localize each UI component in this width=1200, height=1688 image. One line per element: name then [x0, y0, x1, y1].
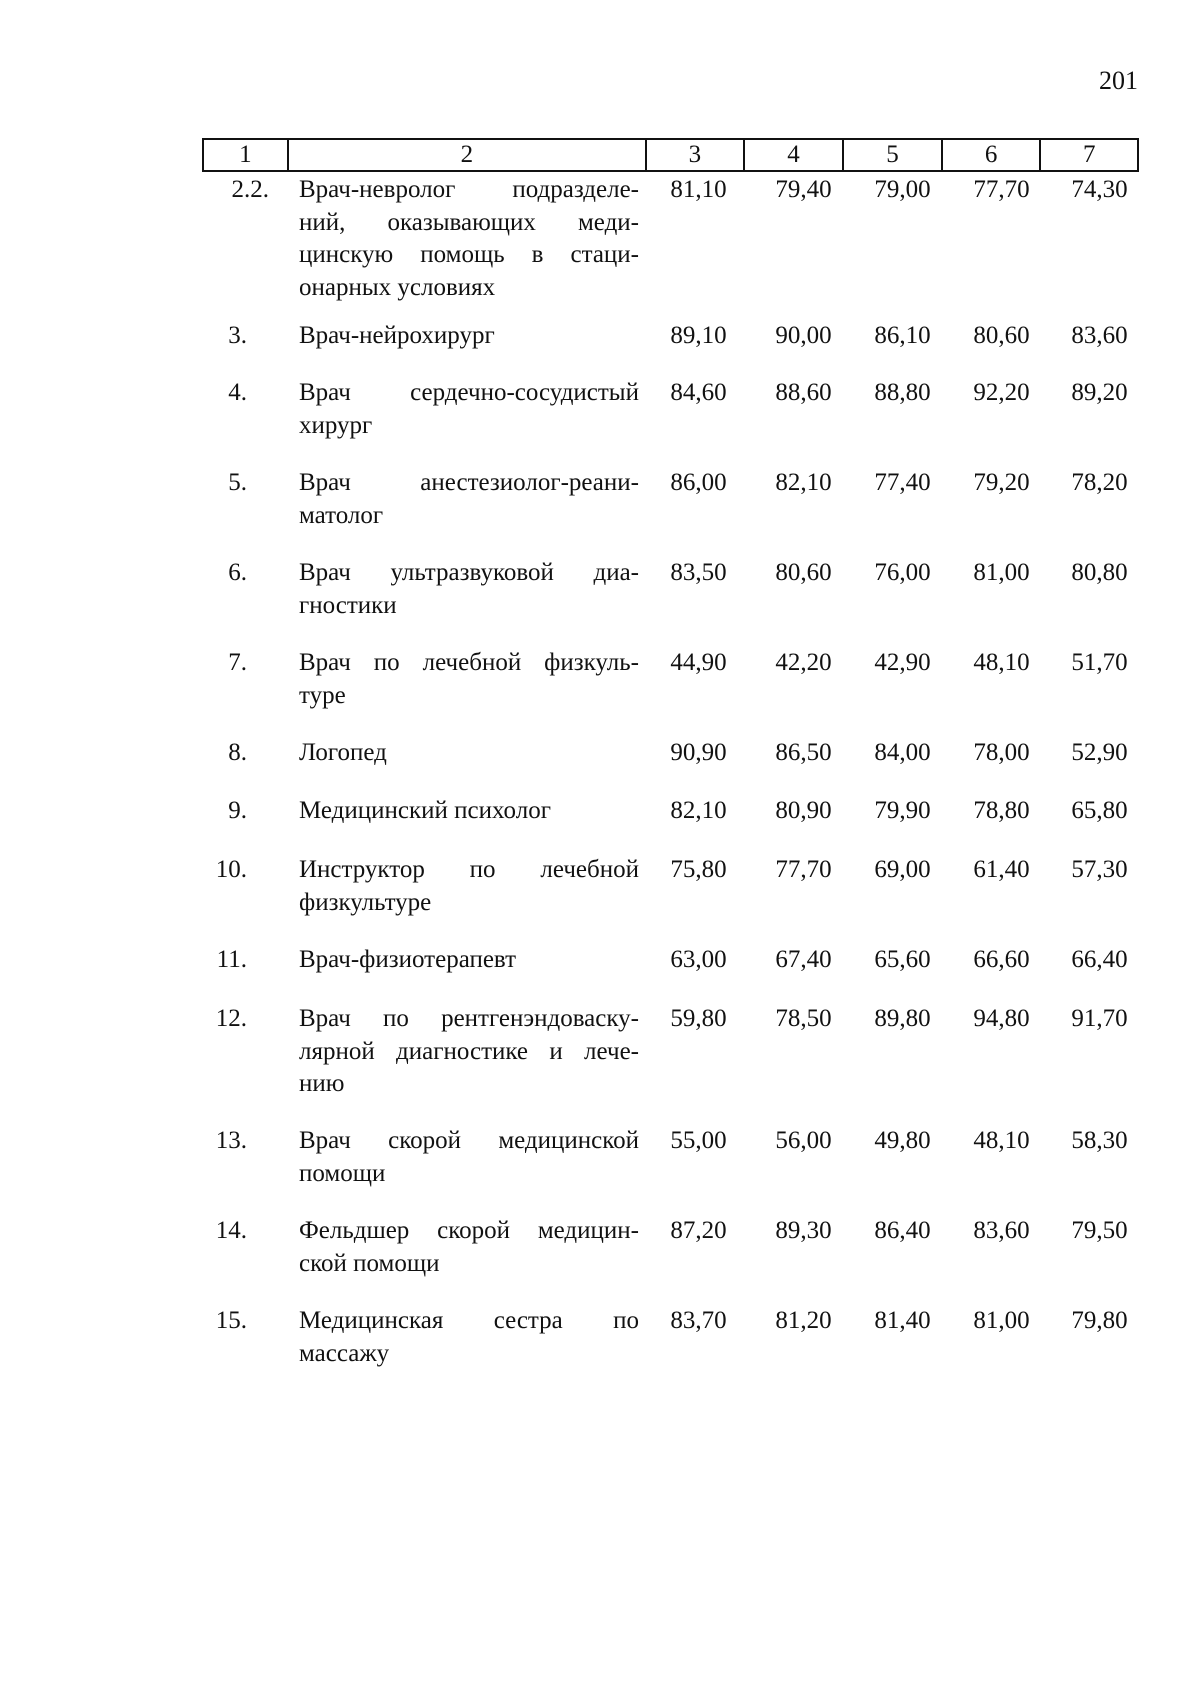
- value-column-7: 89,20: [1071, 379, 1128, 406]
- value-column-6: 77,70: [973, 176, 1030, 203]
- table-row: [202, 854, 1148, 919]
- value-column-6: 81,00: [973, 1307, 1030, 1334]
- table-header: [202, 138, 1139, 172]
- value-column-6: 61,40: [973, 856, 1030, 883]
- row-number: 2.2.: [231, 176, 269, 203]
- page-number: 201: [1099, 66, 1138, 95]
- column-header-6: 6: [943, 140, 1042, 170]
- row-title-line: Врач по лечебной физкуль-: [299, 649, 639, 676]
- value-column-3: 82,10: [670, 797, 727, 824]
- row-number: 10.: [215, 856, 247, 883]
- row-number: 15.: [215, 1307, 247, 1334]
- row-number: 13.: [215, 1127, 247, 1154]
- value-column-7: 79,80: [1071, 1307, 1128, 1334]
- table-row: [202, 1125, 1148, 1190]
- value-column-4: 89,30: [775, 1217, 832, 1244]
- value-column-6: 66,60: [973, 946, 1030, 973]
- row-title: [299, 1215, 639, 1280]
- row-number: 5.: [228, 469, 247, 496]
- value-column-3: 55,00: [670, 1127, 727, 1154]
- row-title-line: Врач ультразвуковой диа-: [299, 559, 639, 586]
- value-column-6: 81,00: [973, 559, 1030, 586]
- table-row: [202, 795, 1148, 828]
- value-column-7: 57,30: [1071, 856, 1128, 883]
- row-title-line: Фельдшер скорой медицин-: [299, 1217, 639, 1244]
- value-column-4: 80,90: [775, 797, 832, 824]
- value-column-5: 65,60: [874, 946, 931, 973]
- value-column-5: 86,10: [874, 322, 931, 349]
- value-column-5: 79,90: [874, 797, 931, 824]
- value-column-7: 83,60: [1071, 322, 1128, 349]
- value-column-3: 89,10: [670, 322, 727, 349]
- table-row: [202, 467, 1148, 532]
- row-title-line: гностики: [299, 591, 397, 619]
- row-title: [299, 320, 639, 353]
- value-column-5: 49,80: [874, 1127, 931, 1154]
- value-column-5: 89,80: [874, 1005, 931, 1032]
- value-column-4: 86,50: [775, 739, 832, 766]
- table-row: [202, 1003, 1148, 1101]
- value-column-5: 76,00: [874, 559, 931, 586]
- value-column-5: 84,00: [874, 739, 931, 766]
- value-column-6: 94,80: [973, 1005, 1030, 1032]
- column-header-4: 4: [745, 140, 845, 170]
- row-title-line: Врач-физиотерапевт: [299, 946, 517, 973]
- value-column-3: 75,80: [670, 856, 727, 883]
- row-title-line: Медицинский психолог: [299, 797, 551, 824]
- row-number: 11.: [216, 946, 247, 973]
- value-column-3: 90,90: [670, 739, 727, 766]
- value-column-3: 83,50: [670, 559, 727, 586]
- value-column-7: 52,90: [1071, 739, 1128, 766]
- value-column-6: 78,80: [973, 797, 1030, 824]
- value-column-5: 81,40: [874, 1307, 931, 1334]
- value-column-4: 77,70: [775, 856, 832, 883]
- row-title: [299, 1305, 639, 1370]
- value-column-6: 48,10: [973, 649, 1030, 676]
- column-header-7: 7: [1082, 141, 1096, 168]
- value-column-4: 90,00: [775, 322, 832, 349]
- row-number: 9.: [228, 797, 247, 824]
- row-title-line: матолог: [299, 501, 384, 529]
- table-row: [202, 174, 1148, 304]
- value-column-3: 44,90: [670, 649, 727, 676]
- table-row: [202, 377, 1148, 442]
- value-column-3: 86,00: [670, 469, 727, 496]
- value-column-6: 83,60: [973, 1217, 1030, 1244]
- value-column-6: 78,00: [973, 739, 1030, 766]
- value-column-7: 58,30: [1071, 1127, 1128, 1154]
- value-column-7: 78,20: [1071, 469, 1128, 496]
- row-title-line: Медицинская сестра по: [299, 1307, 639, 1334]
- table-row: [202, 1215, 1148, 1280]
- row-title-line: лярной диагностике и лече-: [299, 1037, 639, 1065]
- row-title: [299, 557, 639, 622]
- value-column-3: 87,20: [670, 1217, 727, 1244]
- row-title: [299, 1003, 639, 1101]
- row-title-line: Врач сердечно-сосудистый: [299, 379, 639, 406]
- row-title: [299, 854, 639, 919]
- row-title: [299, 737, 639, 770]
- value-column-6: 79,20: [973, 469, 1030, 496]
- row-title-line: помощи: [299, 1159, 386, 1187]
- column-header-1: 1: [204, 140, 289, 170]
- value-column-7: 79,50: [1071, 1217, 1128, 1244]
- row-title: [299, 1125, 639, 1190]
- value-column-5: 88,80: [874, 379, 931, 406]
- table-row: [202, 557, 1148, 622]
- value-column-7: 74,30: [1071, 176, 1128, 203]
- row-title: [299, 377, 639, 442]
- table-row: [202, 647, 1148, 712]
- row-title: [299, 174, 639, 304]
- row-title-line: Инструктор по лечебной: [299, 856, 639, 883]
- value-column-3: 59,80: [670, 1005, 727, 1032]
- row-title-line: Врач анестезиолог-реани-: [299, 469, 639, 496]
- row-number: 7.: [228, 649, 247, 676]
- value-column-6: 92,20: [973, 379, 1030, 406]
- row-number: 6.: [228, 559, 247, 586]
- column-header-3: 3: [647, 140, 745, 170]
- row-title: [299, 944, 639, 977]
- row-title-line: нию: [299, 1070, 345, 1097]
- value-column-6: 48,10: [973, 1127, 1030, 1154]
- table-row: [202, 737, 1148, 770]
- row-number: 12.: [215, 1005, 247, 1032]
- table-row: [202, 1305, 1148, 1370]
- row-title-line: физкультуре: [299, 888, 432, 916]
- value-column-3: 63,00: [670, 946, 727, 973]
- table-row: [202, 944, 1148, 977]
- row-title: [299, 647, 639, 712]
- value-column-5: 86,40: [874, 1217, 931, 1244]
- value-column-7: 51,70: [1071, 649, 1128, 676]
- value-column-7: 80,80: [1071, 559, 1128, 586]
- row-title: [299, 467, 639, 532]
- row-title-line: туре: [299, 681, 346, 709]
- row-title-line: Логопед: [299, 739, 387, 766]
- value-column-5: 42,90: [874, 649, 931, 676]
- row-title-line: массажу: [299, 1339, 390, 1367]
- value-column-5: 77,40: [874, 469, 931, 496]
- row-number: 3.: [228, 322, 247, 349]
- value-column-7: 91,70: [1071, 1005, 1128, 1032]
- value-column-4: 88,60: [775, 379, 832, 406]
- row-number: 14.: [215, 1217, 247, 1244]
- value-column-7: 65,80: [1071, 797, 1128, 824]
- row-title-line: Врач по рентгенэндоваску-: [299, 1005, 639, 1032]
- value-column-4: 78,50: [775, 1005, 832, 1032]
- row-title-line: Врач-нейрохирург: [299, 322, 495, 349]
- row-title-line: Врач-невролог подразделе-: [299, 176, 639, 203]
- value-column-4: 79,40: [775, 176, 832, 203]
- row-title-line: Врач скорой медицинской: [299, 1127, 639, 1154]
- row-title-line: цинскую помощь в стаци-: [299, 241, 639, 268]
- value-column-5: 69,00: [874, 856, 931, 883]
- row-title-line: ской помощи: [299, 1249, 440, 1277]
- value-column-3: 81,10: [670, 176, 727, 203]
- row-title-line: хирург: [299, 411, 373, 439]
- value-column-7: 66,40: [1071, 946, 1128, 973]
- row-number: 8.: [228, 739, 247, 766]
- value-column-4: 80,60: [775, 559, 832, 586]
- row-title: [299, 795, 639, 828]
- column-header-2: 2: [289, 140, 647, 170]
- row-title-line: онарных условиях: [299, 273, 496, 301]
- value-column-6: 80,60: [973, 322, 1030, 349]
- value-column-4: 67,40: [775, 946, 832, 973]
- table-row: [202, 320, 1148, 353]
- value-column-4: 42,20: [775, 649, 832, 676]
- value-column-4: 81,20: [775, 1307, 832, 1334]
- value-column-5: 79,00: [874, 176, 931, 203]
- column-header-5: 5: [844, 140, 943, 170]
- value-column-3: 84,60: [670, 379, 727, 406]
- row-title-line: ний, оказывающих меди-: [299, 208, 639, 236]
- value-column-4: 82,10: [775, 469, 832, 496]
- row-number: 4.: [228, 379, 247, 406]
- value-column-3: 83,70: [670, 1307, 727, 1334]
- value-column-4: 56,00: [775, 1127, 832, 1154]
